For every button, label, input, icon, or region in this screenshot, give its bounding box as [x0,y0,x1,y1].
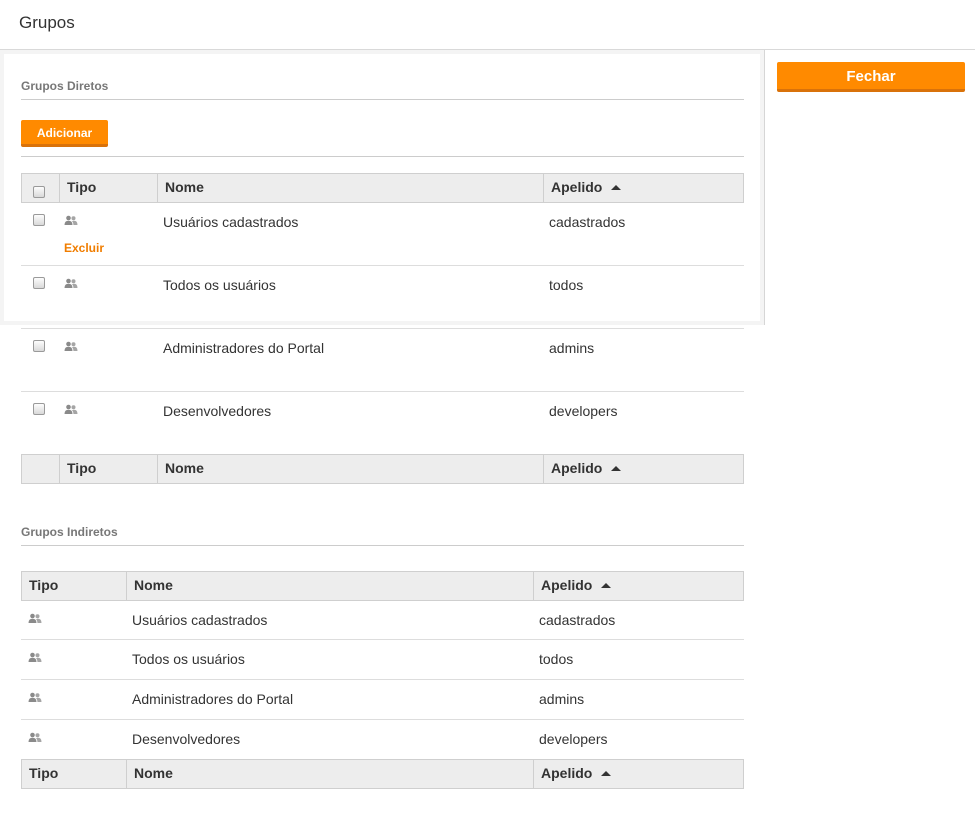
table-row [21,720,744,759]
column-header-alias-label: Apelido [551,179,603,195]
page-header [0,0,975,50]
row-checkbox[interactable] [33,403,45,415]
table-row [21,266,744,329]
table-row [21,329,744,392]
column-header-type[interactable]: Tipo [29,577,59,593]
row-checkbox[interactable] [33,277,45,289]
sort-ascending-icon [601,771,611,776]
group-icon [64,404,78,414]
indirect-table-footer [21,759,744,789]
table-row [21,640,744,680]
column-header-name[interactable]: Nome [157,455,543,483]
add-button[interactable]: Adicionar [21,120,108,147]
group-name: Administradores do Portal [163,340,325,356]
group-icon [28,692,42,702]
table-row [21,680,744,720]
column-header-type[interactable]: Tipo [59,174,157,202]
group-icon [28,652,42,662]
remove-link[interactable]: Excluir [64,241,105,255]
table-row [21,203,744,266]
group-alias: admins [549,340,595,356]
column-header-alias[interactable] [543,455,743,483]
row-checkbox[interactable] [33,340,45,352]
group-icon [64,215,78,225]
sort-ascending-icon [611,185,621,190]
column-header-alias[interactable] [533,572,743,600]
column-header-alias-label: Apelido [551,460,603,476]
sort-ascending-icon [611,466,621,471]
group-alias: cadastrados [549,214,626,230]
group-name: Usuários cadastrados [132,612,268,628]
group-name: Usuários cadastrados [163,214,299,230]
table-row [21,601,744,640]
group-name: Administradores do Portal [132,691,294,707]
select-all-cell [22,174,59,202]
group-icon [64,341,78,351]
group-alias: cadastrados [539,612,616,628]
row-checkbox[interactable] [33,214,45,226]
divider [21,156,744,157]
column-header-type[interactable]: Tipo [29,765,59,781]
column-header-alias-label: Apelido [541,577,593,593]
column-header-name[interactable]: Nome [157,174,543,202]
group-icon [64,278,78,288]
column-header-alias[interactable] [543,174,743,202]
group-alias: developers [549,403,618,419]
group-icon [28,732,42,742]
indirect-table-header [21,571,744,601]
direct-table-header [21,173,744,203]
group-alias: todos [549,277,584,293]
group-alias: admins [539,691,585,707]
close-button[interactable]: Fechar [777,62,965,92]
group-alias: developers [539,731,608,747]
indirect-groups-title: Grupos Indiretos [21,525,744,546]
group-name: Desenvolvedores [132,731,241,747]
direct-table-footer [21,454,744,484]
column-header-alias[interactable] [533,760,743,788]
group-name: Todos os usuários [163,277,276,293]
table-row [21,392,744,454]
group-name: Desenvolvedores [163,403,272,419]
group-name: Todos os usuários [132,651,245,667]
right-divider [764,50,765,325]
column-header-name[interactable]: Nome [126,572,533,600]
group-icon [28,613,42,623]
page-title: Grupos [19,13,75,32]
footer-select-cell [22,455,59,483]
column-header-alias-label: Apelido [541,765,593,781]
column-header-type[interactable]: Tipo [59,455,157,483]
direct-groups-title: Grupos Diretos [21,79,744,100]
sort-ascending-icon [601,583,611,588]
group-alias: todos [539,651,574,667]
column-header-name[interactable]: Nome [126,760,533,788]
select-all-checkbox[interactable] [33,186,45,198]
